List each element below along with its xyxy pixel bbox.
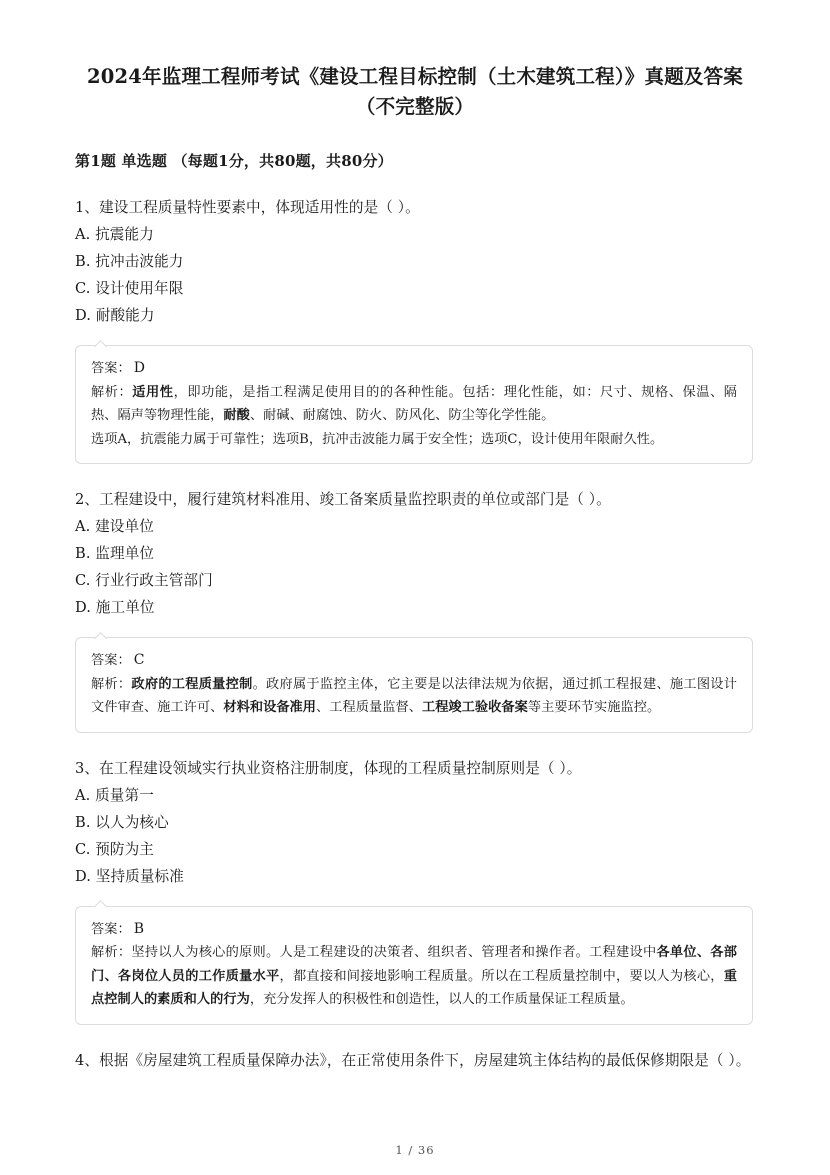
page-number-footer: 1 / 36 (395, 1143, 435, 1157)
question-stem: 3、在工程建设领域实行执业资格注册制度，体现的工程质量控制原则是（ ）。 (75, 759, 582, 777)
question-option-a[interactable]: A. 质量第一 (75, 786, 154, 804)
analysis-label: 解析： (91, 676, 132, 692)
analysis-row (91, 381, 737, 428)
question-option-d[interactable]: D. 坚持质量标准 (75, 867, 184, 885)
answer-box (75, 906, 753, 1025)
analysis-row (91, 941, 737, 1012)
question-block (75, 194, 755, 464)
analysis-row (91, 673, 737, 720)
analysis-label: 解析： (91, 384, 133, 400)
question-option-b[interactable]: B. 监理单位 (75, 545, 155, 562)
question-option-b[interactable]: B. 抗冲击波能力 (75, 253, 184, 270)
answer-value: D (133, 360, 145, 376)
question-stem: 4、根据《房屋建筑工程质量保障办法》，在正常使用条件下，房屋建筑主体结构的最低保修期限是（ ）。 (75, 1051, 751, 1069)
answer-box (75, 637, 753, 733)
answer-row (91, 649, 737, 673)
analysis-extra: 选项A，抗震能力属于可靠性；选项B，抗冲击波能力属于安全性；选项C，设计使用年限耐久性。 (91, 431, 664, 447)
answer-label: 答案： (91, 361, 131, 376)
question-option-b[interactable]: B. 以人为核心 (75, 813, 169, 831)
question-option-c[interactable]: C. 行业行政主管部门 (75, 572, 213, 589)
question-block (75, 1047, 755, 1074)
question-option-d[interactable]: D. 施工单位 (75, 599, 155, 616)
answer-box (75, 345, 753, 464)
question-stem: 2、工程建设中，履行建筑材料准用、竣工备案质量监控职责的单位或部门是（ ）。 (75, 491, 611, 508)
page-title: 2024年监理工程师考试《建设工程目标控制（土木建筑工程）》真题及答案（不完整版） (86, 65, 744, 118)
analysis-text: 政府的工程质量控制。政府属于监控主体，它主要是以法律法规为依据，通过抓工程报建、施工图设计文件审查、施工许可、材料和设备准用、工程质量监督、工程竣工验收备案等主要环节实施监控。 (91, 676, 737, 715)
answer-value: C (133, 652, 145, 668)
question-block (75, 486, 755, 733)
question-option-a[interactable]: A. 建设单位 (75, 518, 154, 535)
answer-row (91, 357, 737, 381)
analysis-label: 解析： (91, 945, 132, 960)
question-block (75, 755, 755, 1025)
answer-label: 答案： (91, 921, 131, 937)
section-header: 第1题 单选题 （每题1分，共80题，共80分） (75, 152, 393, 170)
answer-label: 答案： (91, 653, 131, 668)
question-option-d[interactable]: D. 耐酸能力 (75, 307, 155, 324)
answer-value: B (133, 920, 145, 937)
question-option-c[interactable]: C. 设计使用年限 (75, 280, 184, 297)
page-content (75, 0, 755, 1074)
question-option-c[interactable]: C. 预防为主 (75, 840, 154, 858)
analysis-text: 坚持以人为核心的原则。人是工程建设的决策者、组织者、管理者和操作者。工程建设中各单位、各部门、各岗位人员的工作质量水平，都直接和间接地影响工程质量。所以在工程质量控制中，要以人为核心，重点控制人的素质和人的行为，充分发挥人的积极性和创造性，以人的工作质量保证工程质量。 (91, 945, 737, 1007)
analysis-text: 适用性，即功能，是指工程满足使用目的的各种性能。包括：理化性能，如：尺寸、规格、保温、隔热、隔声等物理性能，耐酸、耐碱、耐腐蚀、防火、防风化、防尘等化学性能。 (91, 384, 738, 423)
answer-row (91, 918, 737, 942)
question-stem: 1、建设工程质量特性要素中，体现适用性的是（ ）。 (75, 199, 420, 216)
question-option-a[interactable]: A. 抗震能力 (75, 226, 154, 243)
